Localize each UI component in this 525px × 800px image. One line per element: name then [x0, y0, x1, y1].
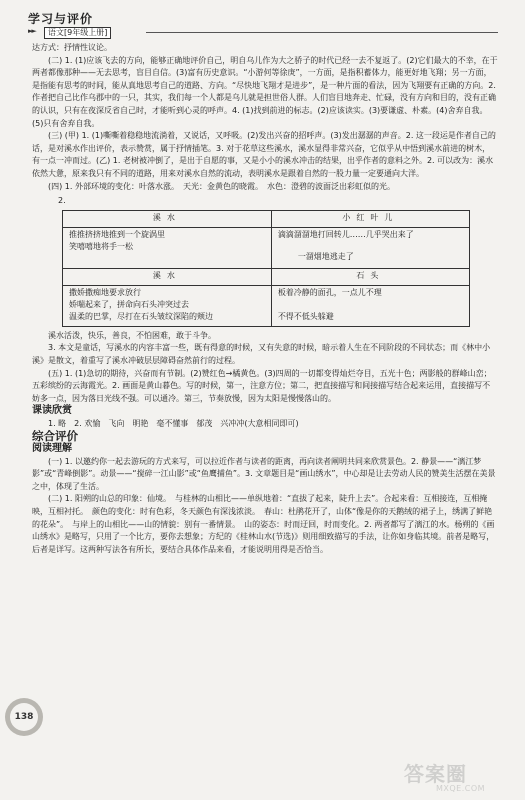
subject-tag: 语文[9年级上册] — [44, 27, 111, 39]
header-rule — [146, 32, 498, 33]
page-number-badge — [5, 698, 43, 736]
answer-content — [32, 42, 498, 556]
cell-line: 板着冷静的面孔，一点儿不理 — [277, 287, 382, 297]
answer-paragraph: 溪水活泼，快乐，善良，不怕困难，敢于斗争。 — [48, 330, 216, 340]
cell-line: 撒娇撒痴地要求放行 — [69, 287, 141, 297]
table-header: 小红叶儿 — [271, 210, 469, 227]
answer-paragraph: (五) 1. (1)急切的期待，兴奋而有节制。(2)赞红色→橘黄色。(3)四周的一切都变得灿烂夺目，五光十色；两影般的群峰山峦；五彩缤纷的云海霞光。2. 画面是黄山暮色。写的时候，第一，注意方位；第二，把直接描写和间接描写结合起来运用，直接描写不妨多一点，因为落日光线不强。可以通冷。第三，节奏放慢，因为太阳是慢慢落山的。 — [32, 368, 492, 403]
cell-line: 滴滴溜溜地打回转儿……几乎哭出来了 — [277, 229, 414, 239]
answer-paragraph: (二) 1. 阳朔的山总的印象：仙境。 与桂林的山相比——单纵地着：“直拔了起来，陡升上去”。合起来看：互相接连，互相掩映，互相衬托。 颜色的变化：时有色彩，冬天颜色有深浅浓淡。 春山：杜鹃花开了，山体“像是你的天鹅绒的裙子上，绣满了鲜艳的花朵”。 与岸上的山相比——山的情貌：别有一番情景。 山的姿态：时而迂回，时而变化。2. 两者都写了漓江的水。杨朔的《画山绣水》是略写，只用了一个比方，要你去想象；方纪的《桂林山水(节选)》则用细致描写的手法，让你如身临其境。前者是略写，后者是详写。这两种写法各有所长，要结合具体作品来看，才能说明用得是否恰当。 — [32, 494, 495, 554]
table-cell — [271, 285, 469, 326]
table-cell — [63, 285, 272, 326]
answer-paragraph: 3. 本文是童话，写溪水的内容丰富一些，既有得意的时候，又有失意的时候，暗示着人生在不同阶段的不同状态；而《林中小溪》是散文，着重写了溪水冲破层层障碍奋然前行的过程。 — [32, 343, 491, 365]
watermark-text: 答案圈 — [404, 762, 467, 786]
header-bar — [28, 27, 498, 37]
comparison-table — [62, 210, 470, 327]
cell-line: 笑嘻嘻地将手一松 — [69, 241, 133, 251]
cell-line: 推推挤挤地推到一个旋涡里 — [69, 229, 165, 239]
cell-line: 娇喘起来了，拼命向石头冲突过去 — [69, 299, 189, 309]
page-header — [28, 10, 498, 27]
answer-paragraph: (二) 1. (1)应该飞去的方向，能够正确地评价自己，明自乌儿作为大之骄子的时代已经一去不复返了。(2)它们最大的不幸，在于两者都像那种——无去思考，盲目自信。(3)富有历史意识。“小游何等徐庚”，一方面，是指积蓄体力，能更好地飞翔；另一方面，是指能有思考的时间，能从真地思考自己的道路、方向。“尽快地飞翔才是进步”，是一种片面的看法，因为飞翔要有正确的方向。2. 作者把自己比作乌郡中的一只，其实，我们每一个人都是乌儿就是担世俗人群。人们盲目地奔走、忙碌，没有方向和目的，没有正确的认识，只有在夜深反省自己时，才能听到心灵的呼声。4. (1)找到前进的标志。(2)应该读实。(3)要谦虚、朴素。(4)舍弃自我。(5)只有舍弃自我。 — [32, 55, 498, 128]
subsection-title: 阅读理解 — [32, 443, 72, 455]
page-number: 138 — [14, 712, 34, 722]
answer-paragraph: (三) (甲) 1. (1)嘶嘶着稳稳地流淌着，又说话，又呼吸。(2)发出兴奋的招呼声。(3)发出潺潺的声音。2. 这一段运是作者自己的话，是对溪水作出评价，表示赞赏，属于抒情插笔。3. 对于花草这些溪水，溪水显得非常兴奋，它似乎从中悟到溪水前进的树木，有一点一冲而过。(乙) 1. 老树被冲倒了，是出于自愿的事，又是小小的溪水冲击的结果，出乎作者的意料之外。2. 可以改为：溪水依然大惫，原来我只有不同的道路，用来对溪水自然的流动，表明溪水是跟着自然的一股力量一定要通向大洋。 — [32, 131, 496, 178]
answer-paragraph: 1. 略 2. 欢愉 飞向 明艳 毫不懂事 郁茂 兴冲冲(大意相同即可) — [48, 418, 299, 428]
answer-paragraph: 达方式：抒情性议论。 — [32, 43, 112, 52]
cell-line: 一溜烟地逃走了 — [297, 251, 354, 261]
section-title-eval: 综合评价 — [32, 429, 78, 444]
table-header: 溪水 — [63, 268, 272, 285]
table-header: 溪水 — [63, 210, 272, 227]
watermark — [404, 758, 520, 796]
table-cell — [271, 227, 469, 268]
answer-paragraph: (四) 1. 外部环境的变化：叶落水涨。 天光：金黄色的晓霞。 水色：澄碧的波面泛出彩虹似的光。 — [48, 181, 395, 191]
cell-line: 不得不低头躲避 — [277, 311, 334, 321]
table-header: 石头 — [271, 268, 469, 285]
arrow-icon: ►► — [28, 27, 35, 35]
cell-line: 温柔的巴掌，尽打在石头皱纹深陷的颊边 — [69, 311, 213, 321]
section-title-reading: 课读欣赏 — [32, 405, 72, 417]
watermark-url: MXQE.COM — [436, 784, 486, 793]
item-number: 2. — [58, 196, 66, 206]
answer-paragraph: (一) 1. 以邀约你一起去游玩的方式来写，可以拉近作者与读者的距离，再向读者阐明共同来欣赏景色。2. 静景——“漓江梦影”或“青峰倒影”。动景——“搅碎一江山影”或“鱼鹰捕鱼”。3. 文章题目是“画山绣水”，中心却是让去劳动人民的赞美生活摆在美景之中，体现了生活。 — [32, 456, 496, 491]
table-cell — [63, 227, 272, 268]
book-title: 学习与评价 — [28, 12, 94, 26]
